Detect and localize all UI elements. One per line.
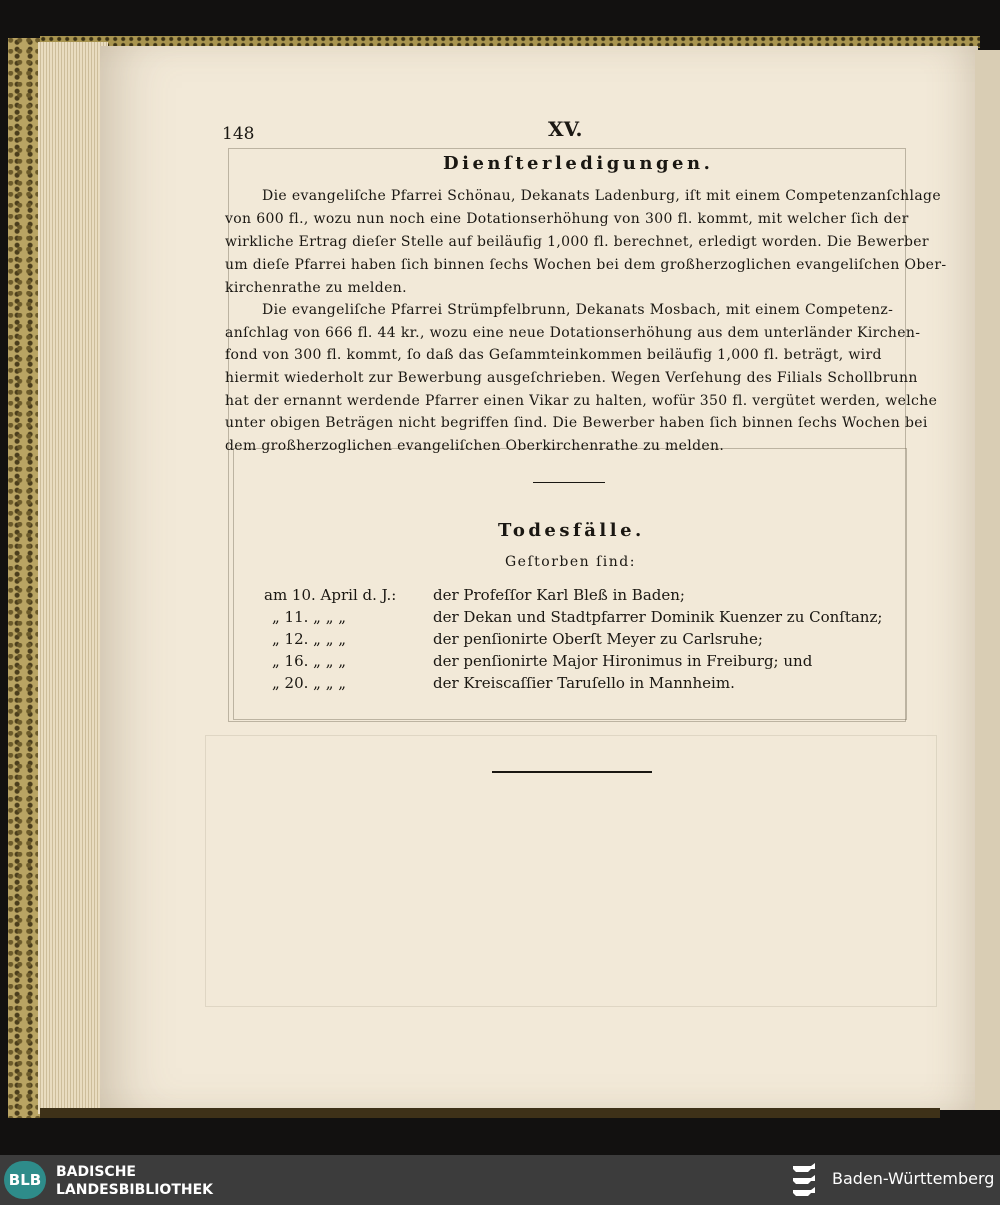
page-number: 148 [222,124,255,144]
death-entry: der Kreiscaſſier Taruſello in Mannheim. [433,674,735,692]
library-name[interactable] [56,1163,213,1199]
separator-rule [533,482,605,483]
viewer-footer [0,1155,1000,1205]
library-name-line1: BADISCHE [56,1164,136,1180]
death-entry: der Profeſſor Karl Bleß in Baden; [433,586,685,604]
heading-deaths: Todesfälle. [498,520,645,541]
text-line: unter obigen Beträgen nicht begriffen ſind. Die Bewerber haben ſich binnen ſechs Wochen bei [225,415,928,431]
heading-vacancies: Dienſterledigungen. [443,153,714,174]
death-entry: der penſionirte Major Hironimus in Freiburg; und [433,652,813,670]
library-name-line2: LANDESBIBLIOTHEK [56,1182,214,1198]
text-line: hiermit wiederholt zur Bewerbung ausgeſchrieben. Wegen Verſehung des Filials Schollbrunn [225,370,918,386]
text-line: von 600 fl., wozu nun noch eine Dotationserhöhung von 300 fl. kommt, mit welcher ſich der [225,211,909,227]
deaths-intro: Geſtorben ſind: [505,554,636,570]
text-line: Die evangeliſche Pfarrei Strümpfelbrunn, Dekanats Mosbach, mit einem Competenz- [262,302,894,318]
death-date: „ 12. „ „ „ [272,630,347,648]
closing-rule [492,771,652,773]
death-entry: der Dekan und Stadtpfarrer Dominik Kuenzer zu Conſtanz; [433,608,883,626]
death-date: „ 11. „ „ „ [272,608,347,626]
page-edges [38,42,108,1114]
text-line: kirchenrathe zu melden. [225,280,407,296]
state-label[interactable]: Baden-Württemberg [832,1169,995,1188]
death-date: am 10. April d. J.: [264,586,397,604]
showthrough-lower-block [205,735,937,1007]
text-line: dem großherzoglichen evangeliſchen Oberkirchenrathe zu melden. [225,438,725,454]
page-right-edge [975,50,1000,1110]
text-line: fond von 300 fl. kommt, ſo daß das Geſammteinkommen beiläufig 1,000 fl. beträgt, wird [225,347,882,363]
text-line: Die evangeliſche Pfarrei Schönau, Dekanats Ladenburg, iſt mit einem Competenzanſchlage [262,188,941,204]
blb-logo[interactable]: BLB [4,1161,46,1199]
death-entry: der penſionirte Oberſt Meyer zu Carlsruhe; [433,630,763,648]
book-bottom-edge [40,1108,940,1118]
death-date: „ 16. „ „ „ [272,652,347,670]
text-line: hat der ernannt werdende Pfarrer einen Vikar zu halten, wofür 350 fl. vergütet werden, welche [225,393,938,409]
death-date: „ 20. „ „ „ [272,674,347,692]
three-lions-icon [790,1161,820,1199]
section-numeral: XV. [548,117,583,141]
text-line: anſchlag von 666 fl. 44 kr., wozu eine neue Dotationserhöhung aus dem unterländer Kirchen- [225,325,921,341]
text-line: um dieſe Pfarrei haben ſich binnen ſechs Wochen bei dem großherzoglichen evangeliſchen Ober- [225,257,947,273]
book-cover-left [8,38,42,1118]
text-line: wirkliche Ertrag dieſer Stelle auf beiläufig 1,000 fl. berechnet, erledigt worden. Die Bewerber [225,234,929,250]
